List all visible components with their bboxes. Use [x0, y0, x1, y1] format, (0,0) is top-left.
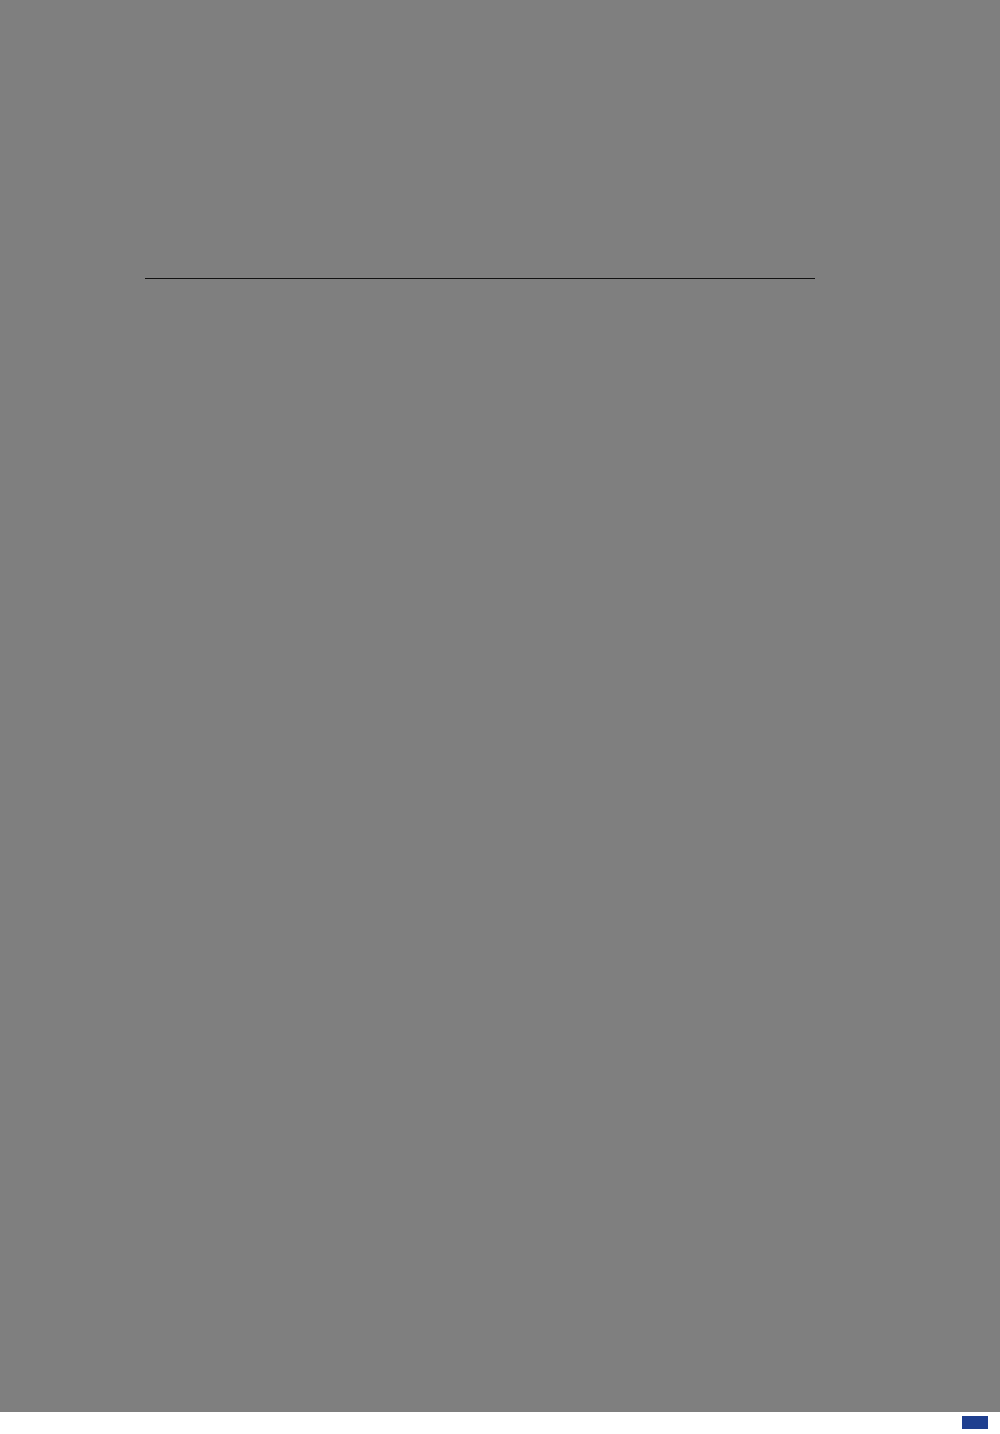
section-rule — [145, 278, 815, 279]
dfg-logo — [962, 1416, 988, 1429]
footer-bar — [0, 1412, 1000, 1434]
